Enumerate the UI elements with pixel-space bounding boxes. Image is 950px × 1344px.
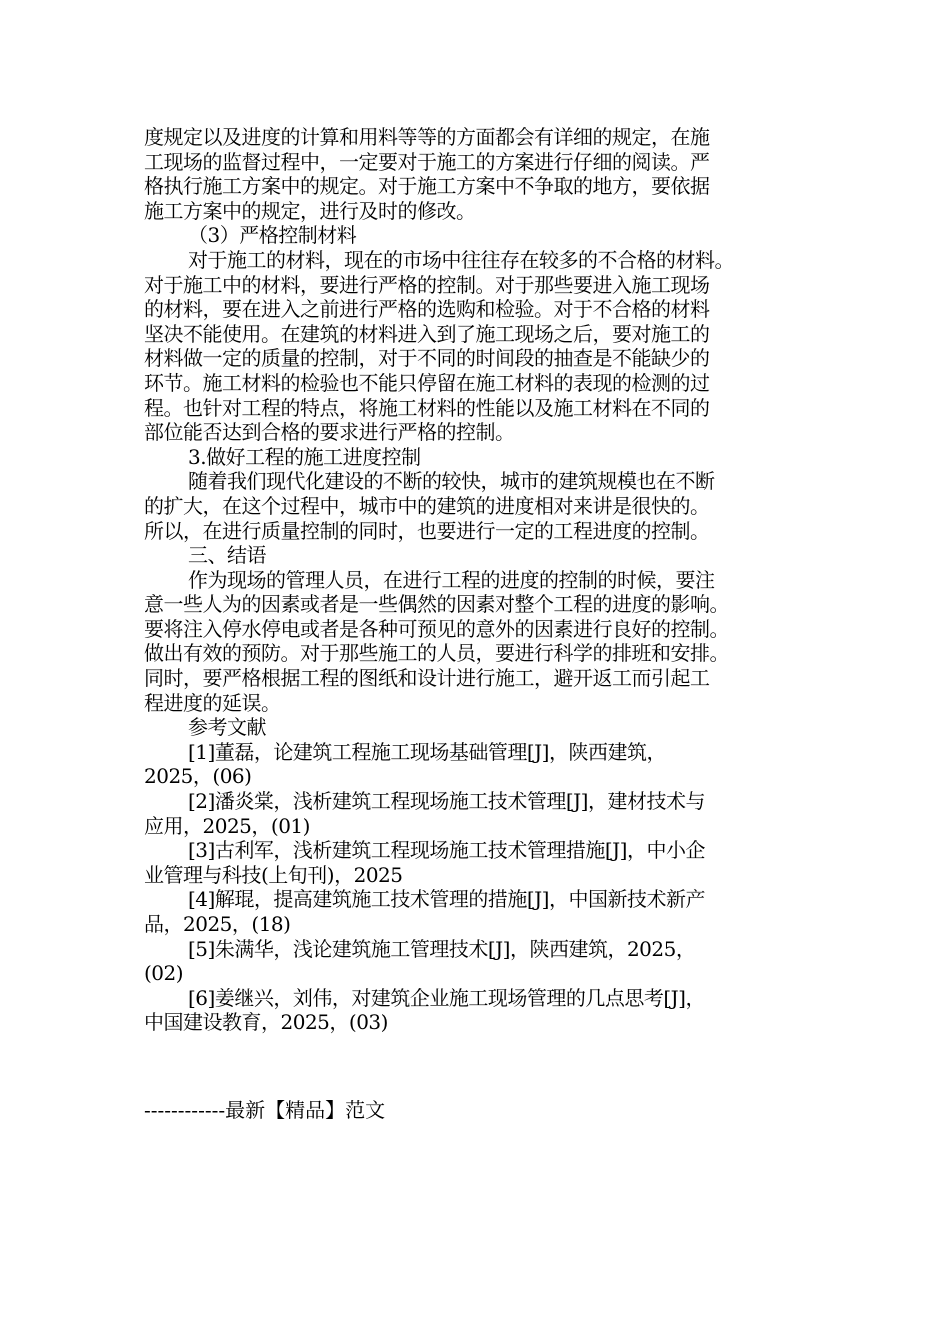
text-line: 程。也针对工程的特点，将施工材料的性能以及施工材料在不同的: [144, 395, 710, 420]
text-line: 随着我们现代化建设的不断的较快，城市的建筑规模也在不断: [188, 469, 715, 494]
text-line: 业管理与科技(上旬刊)，2025: [144, 862, 403, 887]
text-line: 格执行施工方案中的规定。对于施工方案中不争取的地方，要依据: [144, 174, 710, 199]
text-line: 意一些人为的因素或者是一些偶然的因素对整个工程的进度的影响。: [144, 592, 729, 617]
text-line: 要将注入停水停电或者是各种可预见的意外的因素进行良好的控制。: [144, 616, 729, 641]
paragraph-ref1: [144, 740, 814, 789]
text-line: [5]朱满华，浅论建筑施工管理技术[J]，陕西建筑，2025，: [188, 936, 696, 961]
text-line: 度规定以及进度的计算和用料等等的方面都会有详细的规定，在施: [144, 125, 710, 149]
paragraph-p2: [144, 248, 814, 445]
text-line: 3.做好工程的施工进度控制: [188, 444, 421, 469]
text-line: [6]姜继兴，刘伟，对建筑企业施工现场管理的几点思考[J]，: [188, 985, 705, 1010]
text-line: 的扩大，在这个过程中，城市中的建筑的进度相对来讲是很快的。: [144, 493, 710, 518]
paragraph-h-materials: [144, 223, 814, 248]
text-line: 施工方案中的规定，进行及时的修改。: [144, 198, 476, 223]
paragraph-ref5: [144, 937, 814, 986]
text-line: 环节。施工材料的检验也不能只停留在施工材料的表现的检测的过: [144, 370, 710, 395]
text-line: （3）严格控制材料: [188, 223, 357, 248]
text-line: 部位能否达到合格的要求进行严格的控制。: [144, 420, 515, 445]
text-line: 三、结语: [188, 543, 266, 568]
text-line: (02): [144, 961, 184, 986]
paragraph-ref2: [144, 789, 814, 838]
paragraph-ref6: [144, 986, 814, 1035]
text-line: 对于施工的材料，现在的市场中往往存在较多的不合格的材料。: [188, 247, 734, 272]
text-line: [1]董磊，论建筑工程施工现场基础管理[J]，陕西建筑，: [188, 739, 666, 764]
text-line: 中国建设教育，2025，(03): [144, 1010, 388, 1035]
text-line: 的材料，要在进入之前进行严格的选购和检验。对于不合格的材料: [144, 297, 710, 322]
document-body: [144, 125, 814, 1035]
text-line: 作为现场的管理人员，在进行工程的进度的控制的时候，要注: [188, 567, 715, 592]
paragraph-ref3: [144, 838, 814, 887]
footer-text: ------------最新【精品】范文: [144, 1098, 386, 1122]
paragraph-h-references: [144, 715, 814, 740]
text-line: [3]古利军，浅析建筑工程现场施工技术管理措施[J]，中小企: [188, 838, 705, 863]
text-line: 材料做一定的质量的控制，对于不同的时间段的抽查是不能缺少的: [144, 346, 710, 371]
text-line: 2025，(06): [144, 764, 252, 789]
paragraph-h-conclusion: [144, 543, 814, 568]
paragraph-ref4: [144, 887, 814, 936]
text-line: 同时，要严格根据工程的图纸和设计进行施工，避开返工而引起工: [144, 666, 710, 691]
text-line: 工现场的监督过程中，一定要对于施工的方案进行仔细的阅读。严: [144, 149, 710, 174]
text-line: 品，2025，(18): [144, 912, 291, 936]
text-line: 对于施工中的材料，要进行严格的控制。对于那些要进入施工现场: [144, 272, 710, 297]
text-line: 所以，在进行质量控制的同时，也要进行一定的工程进度的控制。: [144, 518, 710, 543]
text-line: 坚决不能使用。在建筑的材料进入到了施工现场之后，要对施工的: [144, 321, 710, 346]
text-line: 做出有效的预防。对于那些施工的人员，要进行科学的排班和安排。: [144, 641, 729, 666]
text-line: [4]解琨，提高建筑施工技术管理的措施[J]，中国新技术新产: [188, 887, 705, 912]
paragraph-p3: [144, 469, 814, 543]
paragraph-h-progress: [144, 445, 814, 470]
paragraph-p4: [144, 568, 814, 716]
text-line: 程进度的延误。: [144, 690, 281, 715]
paragraph-p1: [144, 125, 814, 223]
text-line: 参考文献: [188, 715, 266, 740]
text-line: [2]潘炎棠，浅析建筑工程现场施工技术管理[J]，建材技术与: [188, 789, 705, 814]
text-line: 应用，2025，(01): [144, 813, 310, 838]
